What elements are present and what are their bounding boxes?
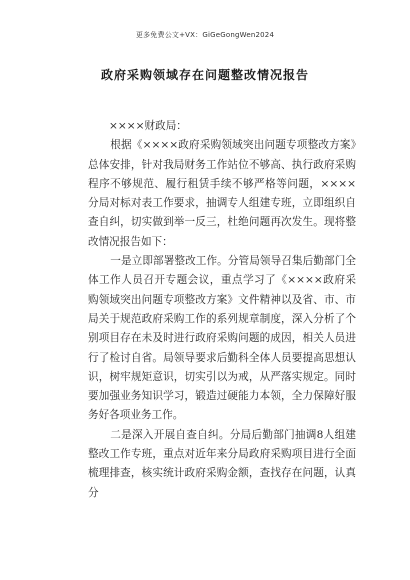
header-note: 更多免费公文+VX：GiGeGongWen2024 xyxy=(135,31,275,39)
paragraph-intro: 根据《××××政府采购领域突出问题专项整改方案》总体安排，针对我局财务工作站位不够高、执行政府采购程序不够规范、履行租赁手续不够严格等问题，××××分局对标对表工作要求，抽调专人组建专班，立即组织自查自纠，切实做到举一反三，杜绝问题再次发生。现将整改情况报告如下： xyxy=(88,139,356,248)
document-title: 政府采购领域存在问题整改情况报告 xyxy=(100,68,309,82)
paragraph-two: 二是深入开展自查自纠。分局后勤部门抽调8人组建整改工作专班，重点对近年来分局政府采购项目进行全面梳理排查，核实统计政府采购金额，查找存在问题，认真分 xyxy=(88,428,356,499)
salutation: ××××财政局： xyxy=(109,120,187,132)
paragraph-one: 一是立即部署整改工作。分管局领导召集后勤部门全体工作人员召开专题会议，重点学习了《××××政府采购领域突出问题专项整改方案》文件精神以及省、市、市局关于规范政府采购工作的系列规章制度，深入分析了个别项目存在未及时进行政府采购问题的成因，相关人员进行了检讨自省。局领导要求后勤科全体人员要提高思想认识，树牢规矩意识，切实引以为戒，从严落实规定。同时要加强业务知识学习，锻造过硬能力本领，全力保障好服务好各项业务工作。 xyxy=(88,255,356,422)
document-body xyxy=(88,117,356,503)
